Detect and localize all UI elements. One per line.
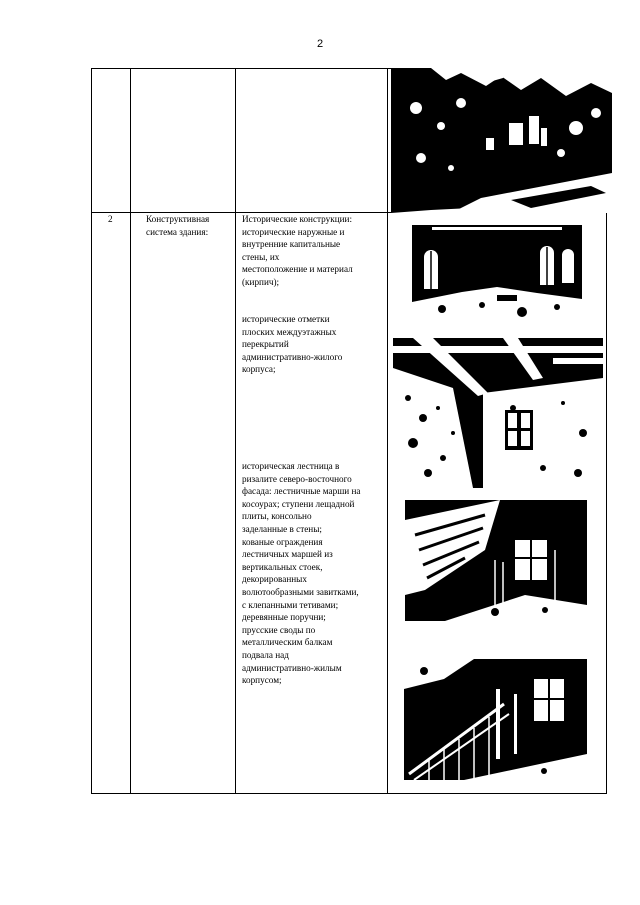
description-block-staircase	[242, 460, 361, 687]
description-line: историческая лестница в	[242, 461, 340, 471]
description-line: внутренние капитальные	[242, 239, 341, 250]
row-title-line: Конструктивная	[146, 214, 210, 224]
description-line: ризалите северо-восточного	[242, 473, 352, 484]
description-line: местоположение и материал	[242, 264, 353, 275]
description-line: исторические отметки	[242, 314, 330, 324]
description-line: административно-жилого	[242, 351, 343, 362]
description-line: Исторические конструкции:	[242, 214, 353, 224]
description-line: кованые ограждения	[242, 536, 323, 547]
row-title-line: система здания:	[146, 226, 209, 237]
description-line: волютообразными завитками,	[242, 586, 359, 597]
description-line: косоурах; ступени лещадной	[242, 498, 355, 509]
description-line: фасада: лестничные марши на	[242, 486, 361, 497]
description-block-walls	[242, 213, 353, 289]
page-number: 2	[316, 38, 324, 50]
row-number-cell	[108, 213, 113, 226]
description-block-floors	[242, 313, 342, 376]
column-divider-1	[130, 68, 131, 794]
description-line: заделанные в стены;	[242, 523, 322, 534]
description-line: административно-жилым	[242, 662, 342, 673]
photo-interior-beams	[393, 338, 603, 488]
description-line: исторические наружные и	[242, 226, 345, 237]
description-line: прусские своды по	[242, 624, 316, 635]
photo-staircase-railings	[404, 659, 587, 780]
photo-building-exterior	[391, 68, 612, 213]
description-line: плиты, консольно	[242, 511, 312, 522]
description-line: корпусом;	[242, 675, 282, 686]
description-line: деревянные поручни;	[242, 612, 326, 623]
description-line: подвала над	[242, 649, 289, 660]
description-line: вертикальных стоек,	[242, 561, 323, 572]
description-line: корпуса;	[242, 364, 276, 375]
description-line: декорированных	[242, 574, 307, 585]
column-divider-2	[235, 68, 236, 794]
description-line: стены, их	[242, 251, 280, 262]
row-number: 2	[108, 214, 113, 224]
description-line: с клепанными тетивами;	[242, 599, 339, 610]
description-line: плоских междуэтажных	[242, 326, 337, 337]
description-line: (кирпич);	[242, 276, 280, 287]
description-line: металлическим балкам	[242, 637, 333, 648]
table-border-left	[91, 68, 92, 794]
table-border-bottom	[91, 793, 607, 794]
row-title-cell	[146, 213, 209, 238]
column-divider-3	[387, 68, 388, 794]
description-line: лестничных маршей из	[242, 549, 333, 560]
photo-staircase-below	[405, 500, 587, 621]
description-line: перекрытий	[242, 339, 289, 350]
photo-interior-hall	[412, 217, 582, 325]
